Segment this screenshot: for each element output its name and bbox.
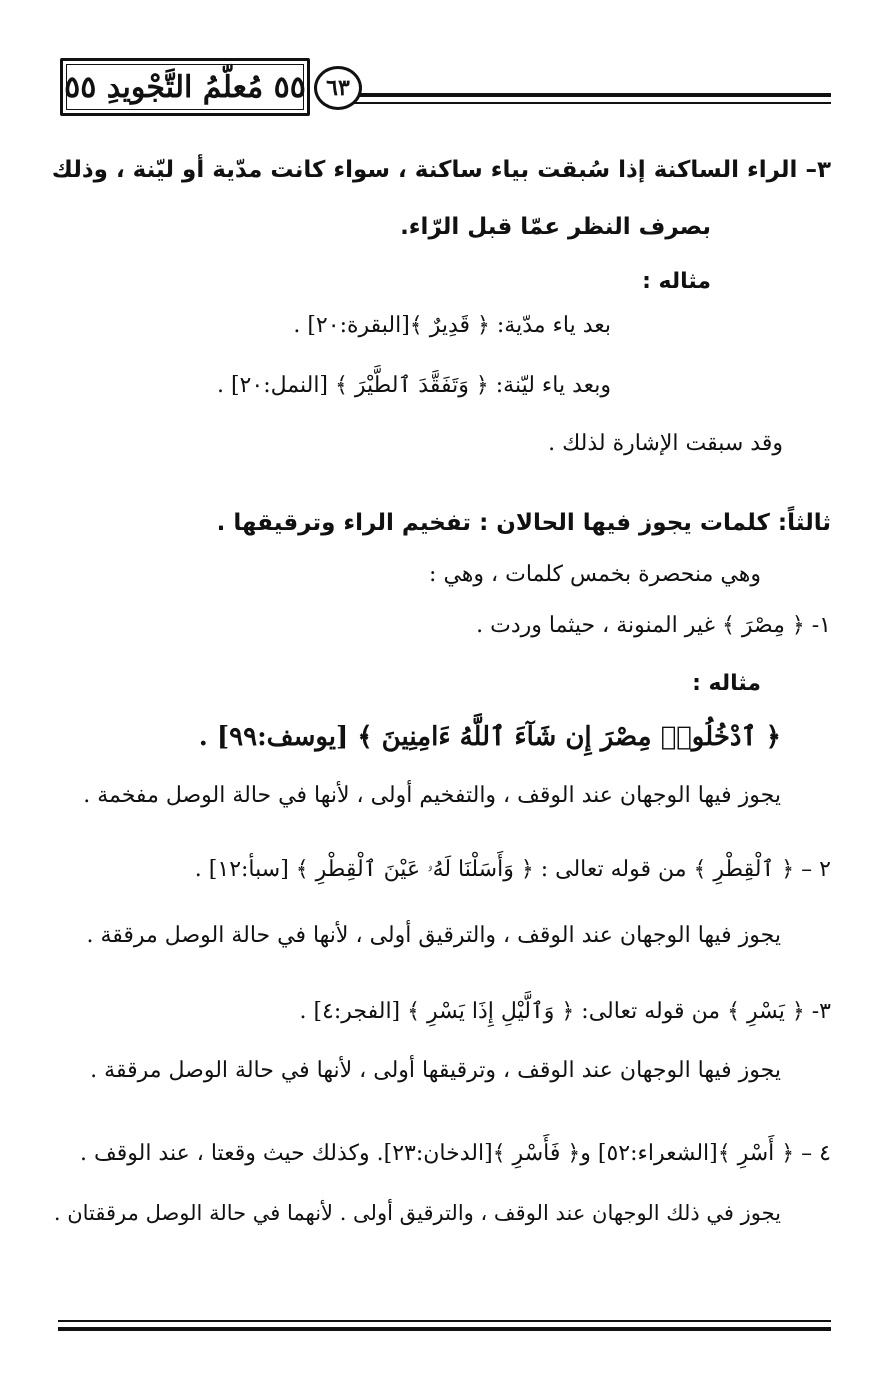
example-long-vowel: بعد ياء مدّية: ﴿ قَدِيرٌ ﴾[البقرة:٢٠] . [293, 313, 611, 338]
word-3-yasr: ٣- ﴿ يَسْرِ ﴾ من قوله تعالى: ﴿ وَٱلَّيْلِ إِذَا يَسْرِ ﴾ [الفجر:٤] . [299, 999, 831, 1024]
rule-3-line-2: بصرف النظر عمّا قبل الرّاء. [400, 214, 711, 240]
ruling-asr: يجوز في ذلك الوجهان عند الوقف ، والترقيق أولى . لأنهما في حالة الوصل مرققتان . [53, 1201, 781, 1225]
ruling-misr: يجوز فيها الوجهان عند الوقف ، والتفخيم أولى ، لأنها في حالة الوصل مفخمة . [83, 783, 781, 808]
section-3-intro: وهي منحصرة بخمس كلمات ، وهي : [429, 562, 761, 587]
rule-3-line-1: ٣– الراء الساكنة إذا سُبقت بياء ساكنة ، سواء كانت مدّية أو ليّنة ، وذلك [51, 157, 831, 183]
running-head-frame [60, 58, 310, 116]
running-head-title: ٥٥ مُعلّمُ التَّجْويدِ ٥٥ [64, 70, 306, 105]
header-rule-thick [352, 93, 831, 97]
ruling-qitr: يجوز فيها الوجهان عند الوقف ، والترقيق أولى ، لأنها في حالة الوصل مرققة . [86, 923, 781, 948]
word-2-qitr: ٢ – ﴿ ٱلْقِطْرِ ﴾ من قوله تعالى : ﴿ وَأَسَلْنَا لَهُۥ عَيْنَ ٱلْقِطْرِ ﴾ [سبأ:١٢] . [194, 857, 831, 882]
word-1-misr: ١- ﴿ مِصْرَ ﴾ غير المنونة ، حيثما وردت . [476, 613, 831, 638]
page-number: ٦٣ [314, 66, 362, 110]
ruling-yasr: يجوز فيها الوجهان عند الوقف ، وترقيقها أولى ، لأنها في حالة الوصل مرققة . [90, 1058, 781, 1083]
example-label-1: مثاله : [642, 269, 711, 294]
section-3-heading: ثالثاً: كلمات يجوز فيها الحالان : تفخيم الراء وترقيقها . [216, 510, 831, 536]
example-label-2: مثاله : [692, 671, 761, 696]
quran-example-yusuf: ﴿ ٱدْخُلُوا۟ مِصْرَ إِن شَآءَ ٱللَّهُ ءَامِنِينَ ﴾ [يوسف:٩٩] . [198, 722, 781, 752]
example-soft-vowel: وبعد ياء ليّنة: ﴿ وَتَفَقَّدَ ٱلطَّيْرَ ﴾ [النمل:٢٠] . [216, 373, 611, 398]
footer-rule-thick [58, 1327, 831, 1331]
word-4-asr: ٤ – ﴿ أَسْرِ ﴾[الشعراء:٥٢] و﴿ فَأَسْرِ ﴾[الدخان:٢٣]. وكذلك حيث وقعتا ، عند الوقف . [79, 1141, 831, 1166]
footer-rule-thin [58, 1320, 831, 1322]
previous-reference-note: وقد سبقت الإشارة لذلك . [548, 431, 783, 456]
header-rule-thin [352, 102, 831, 104]
